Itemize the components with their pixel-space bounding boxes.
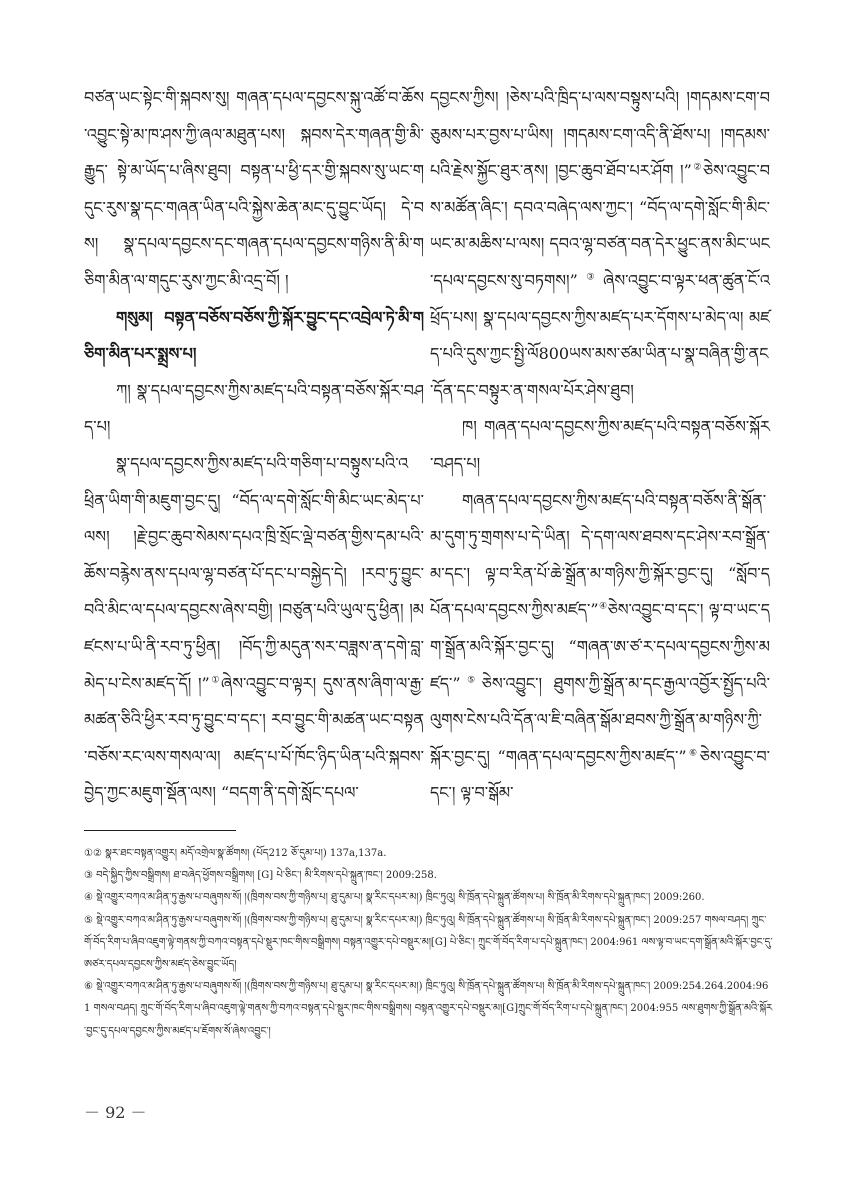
body-text: དབྱངས་ཀྱིས། །ཅེས་པའི་ཁྲིད་པ་ལས་བསྟུས་པའི། །གདམས་ངག་བཅུམས་པར་བྱས་པ་ཡིས། །གདམས་ངག་འདི་ནི་ཐོས་པ། །གདམས་པའི་རྗེས་སྐྱོང་ཐུར་ནས། །བྱང་ཆུབ་ཐོབ་པར་ཤོག །” (430, 88, 770, 181)
body-text: གཞན་དཔལ་དབྱངས་ཀྱིས་མཛད་པའི་བསྟན་བཅོས་ནི་སྒོན་མ་དུག་ཏུ་གྲགས་པ་དེ་ཡིན། དེ་དག་ལས་ཐབས་དང་ཤེས་རབ་སྒྲོན་མ་དང་། ལྟ་བ་རིན་པོ་ཆེ་སྒྲོན་མ་གཉིས་ཀྱི་སྐོར་བྱང་དུ། “སློབ་དཔོན་དཔལ་དབྱངས་ཀྱིས་མཛད་” (430, 490, 770, 620)
right-column (430, 80, 770, 812)
page-number: － 92 － (84, 1103, 147, 1122)
body-paragraph (84, 446, 424, 812)
body-text: སྣ་དཔལ་དབྱངས་ཀྱིས་མཛད་པའི་གཅིག་པ་བསྟུས་པའི་འཕྲིན་ཡིག་གི་མཇུག་བྱང་དུ། “བོད་ལ་དགེ་སློང་གི་མིང་ཡང་མེད་པ་ལས། །རྗེ་བྱང་ཆུབ་སེམས་དཔའ་ཁྲི་སྲོང་ལྡེ་བཙན་གྱིས་དམ་པའི་ཆོས་བརྙེས་ནས་དཔལ་ལྷ་བཙན་པོ་དང་པ་བསྐྱེད་དེ། །རབ་ཏུ་བྱུང་བའི་མིང་ལ་དཔལ་དབྱངས་ཞེས་བགྱི། །བཙུན་པའི་ཡུལ་དུ་ཕྱིན། །མཛངས་པ་ཡི་ནི་རབ་ཏུ་ཕྱིན། །བོད་ཀྱི་མདུན་སར་བཟླས་ན་དགེ་བླ་མེད་པ་ངེས་མཛད་དོ། །” (84, 453, 424, 693)
body-text: ཞེས་འབྱུང་བ་ལྟར། དུས་ནས་ཞིག་ལ་རྒྱ་མཚན་ཅིའི་ཕྱིར་རབ་ཏུ་བྱུང་བ་དང་། རབ་བྱུང་གི་མཚན་ཡང་བསྟན་བཅོས་རང་ལས་གསལ་ལ། མཛད་པ་པོ་ཁོང་ཉིད་ཡིན་པའི་སྐབས་བྱེད་ཀྱང་མཇུག་སྡོན་ལས། “བདག་ནི་དགེ་སློང་དཔལ་ (84, 673, 424, 803)
body-paragraph (430, 80, 770, 409)
footnote-divider (84, 830, 236, 831)
footnote-marker: ① (209, 675, 222, 686)
left-column (84, 80, 424, 812)
footnote-marker: ⑤ (460, 675, 482, 686)
footnote: ①② སྣར་ཐང་བསྟན་འགྱུར། མདོ་འགྲེལ་སྣ་ཚོགས། (པོད212 ཅོ་དུམ་པ།) 137a,137a. (84, 848, 387, 859)
footnote: ⑤ སྡེ་འགྱུར་བཀའ་མ་ཤིན་ཏུ་རྒྱས་པ་བཞུགས་སོ། །(ཁྲིགས་བས་ཀྱི་གཉིས་པ། ཐུ་དུམ་པ། སྣ་རིང་དཔར་མ།) ཁྲིང་ཏུའུ། སི་ཁྲོན་དཔེ་སྐྲུན་ཚོགས་པ། སི་ཁྲོན་མི་རིགས་དཔེ་སྐྲུན་ཁང་། 2009:257 གསལ་བཤད། ཀྲུང་གོ་བོད་རིག་པ་ཞིབ་འཇུག་ལྟེ་གནས་ཀྱི་བཀའ་བསྟན་དཔེ་སྡུར་ཁང་གིས་བསྒྲིགས། བསྟན་འགྱུར་དཔེ་བསྡུར་མ།[G] པེ་ཅིང་། ཀྲུང་གོ་བོད་རིག་པ་དཔེ་སྐྲུན་ཁང་། 2004:961 ལས་ལྟ་བ་ཡང་དག་སྒྲོན་མའི་སྐོར་བྱང་དུ་ཨཙཪ་དཔལ་དབྱངས་ཀྱིས་མཛད་ཅེས་བྱུང་ཡོད། (84, 914, 773, 971)
footnote-marker: ② (691, 162, 703, 173)
footnote-marker: ⑥ (686, 748, 700, 759)
footnote-marker: ④ (598, 601, 608, 612)
footnote-marker: ③ (577, 272, 604, 283)
body-text: ཅེས་འབྱུང་བས་མཚོན་ཞིང་། དབའ་བཞེད་ལས་ཀྱང་། “བོད་ལ་དགེ་སློང་གི་མིང་ཡང་མ་མཆིས་པ་ལས། དབའ་ལྷ་བཙན་བན་དེར་ཕྱུང་ནས་མིང་ཡང་དཔལ་དབྱངས་སུ་བཏགས།” (430, 161, 770, 290)
subsection-heading: ཀ། སྣ་དཔལ་དབྱངས་ཀྱིས་མཛད་པའི་བསྟན་བཅོས་སྐོར་བཤད་པ། (84, 380, 424, 437)
footnote: ④ སྡེ་འགྱུར་བཀའ་མ་ཤིན་ཏུ་རྒྱས་པ་བཞུགས་སོ། །(ཁྲིགས་བས་ཀྱི་གཉིས་པ། ཐུ་དུམ་པ། སྣ་རིང་དཔར་མ།) ཁྲིང་ཏུའུ། སི་ཁྲོན་དཔེ་སྐྲུན་ཚོགས་པ། སི་ཁྲོན་མི་རིགས་དཔེ་སྐྲུན་ཁང་། 2009:260. (84, 892, 705, 904)
footnotes (84, 843, 774, 1043)
body-text: ཞེས་འབྱུང་བ་ལྟར་ཕན་ཚུན་ངོ་འཕྲོད་པས། སྣ་དཔལ་དབྱངས་ཀྱིས་མཛད་པར་དོགས་པ་མེད་ལ། མཛད་པའི་དུས་ཀྱང་སྤྱི་ལོ800ཡས་མས་ཙམ་ཡིན་པ་སྣ་བཞིན་གྱི་ནང་དོན་དང་བསྟུར་ན་གསལ་པོར་ཤེས་ཐུབ། (430, 270, 770, 400)
subsection-heading: ཁ། གཞན་དཔལ་དབྱངས་ཀྱིས་མཛད་པའི་བསྟན་བཅོས་སྐོར་བཤད་པ། (430, 417, 770, 473)
body-paragraph (430, 483, 770, 812)
body-text: ཅེས་འབྱུང་བ་དང་། ལྟ་བ་སྒོམ་ (430, 746, 770, 803)
section-heading: གསུམ། བསྟན་བཅོས་བཅོས་ཀྱི་སྐོར་བྱུང་དང་འབྲེལ་ཏེ་མི་གཅིག་མིན་པར་སྨྲས་པ། (84, 307, 424, 364)
body-text: ཅེས་འབྱུང་བ་དང་། ལྟ་བ་ཡང་དག་སྒྲོན་མའི་སྐོར་བྱང་དུ། “གཞན་ཨ་ཙ་ར་དཔལ་དབྱངས་ཀྱིས་མཛད་” (430, 600, 771, 693)
body-paragraph: བཙན་ཡང་སྟེང་གི་སྐབས་སུ། གཞན་དཔལ་དབྱངས་སྐུ་འཚོ་བ་ཆོས་འབྱུང་སྟེ་མ་ཁ་ཤས་ཀྱི་ཞལ་མཐུན་པས། སྐབས་དེར་གཞན་གྱི་མི་རྒྱུད་ སྟེ་མ་ཡོད་པ་ཞིས་ཐུབ། བསྟན་པ་ཕྱི་དར་གྱི་སྐབས་སུ་ཡང་གདུང་རུས་སྣ་དང་གཞན་ཡིན་པའི་སྐྱེས་ཆེན་མང་དུ་བྱུང་ཡོད། དེ་བས། སྣ་དཔལ་དབྱངས་དང་གཞན་དཔལ་དབྱངས་གཉིས་ནི་མི་གཅིག་མིན་ལ་གདུང་རུས་ཀྱང་མི་འདྲ་བོ། ། (84, 88, 424, 290)
body-text: ཅེས་འབྱུང་། ཐུགས་ཀྱི་སྒྲོན་མ་དང་རྒྱལ་འབྱོར་སྤྱོད་པའི་ལུགས་ངེས་པའི་དོན་ལ་ཇི་བཞིན་སྒོམ་ཐབས་ཀྱི་སྒྲོན་མ་གཉིས་ཀྱི་སྐོར་བྱང་དུ། “གཞན་དཔལ་དབྱངས་ཀྱིས་མཛད་” (430, 673, 770, 766)
footnote: ⑥ སྡེ་འགྱུར་བཀའ་མ་ཤིན་ཏུ་རྒྱས་པ་བཞུགས་སོ། །(ཁྲིགས་བས་ཀྱི་གཉིས་པ། ཐུ་དུམ་པ། སྣ་རིང་དཔར་མ།) ཁྲིང་ཏུའུ། སི་ཁྲོན་དཔེ་སྐྲུན་ཚོགས་པ། སི་ཁྲོན་མི་རིགས་དཔེ་སྐྲུན་ཁང་། 2009:254.264.2004:961 གསལ་བཤད། ཀྲུང་གོ་བོད་རིག་པ་ཞིབ་འཇུག་ལྟེ་གནས་ཀྱི་བཀའ་བསྟན་དཔེ་སྡུར་ཁང་གིས་བསྒྲིགས། བསྟན་འགྱུར་དཔེ་བསྡུར་མ།[G]ཀྲུང་གོ་བོད་རིག་པ་དཔེ་སྐྲུན་ཁང་། 2004:955 ལས་ཐུགས་ཀྱི་སྒྲོན་མའི་སྐོར་བྱང་དུ་དཔལ་དབྱངས་ཀྱིས་མཛད་པ་ཇོགས་སོ་ཞེས་འབྱུང་། (84, 981, 773, 1037)
footnote: ③ བདེ་སྐྱིད་ཀྱིས་བསྒྲིགས། ཐ་བཞེད་ཕྱོགས་བསྒྲིགས། [G] པེ་ཅིང་། མི་རིགས་དཔེ་སྐྲུན་ཁང་། 2009:258. (84, 870, 437, 882)
